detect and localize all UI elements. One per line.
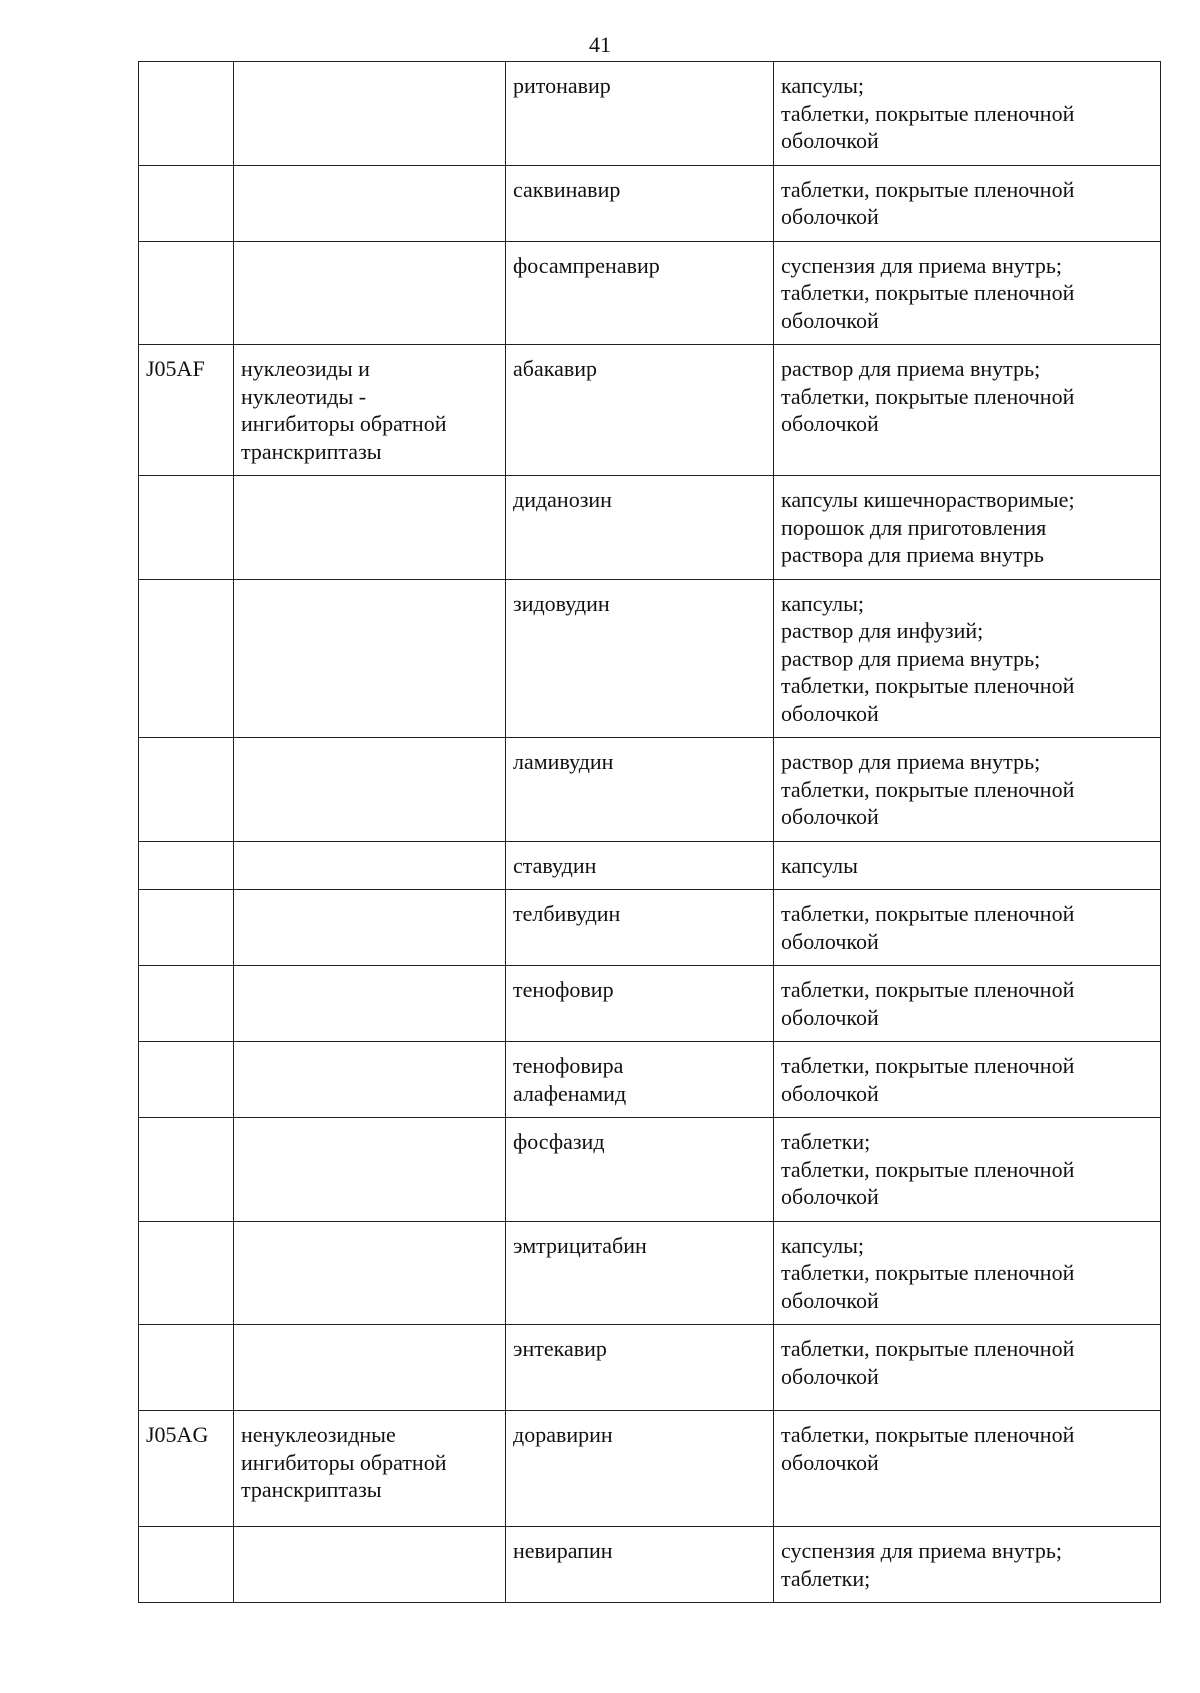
- group-name-line: нуклеотиды -: [241, 383, 367, 409]
- dosage-form-line: таблетки, покрытые пленочной: [781, 673, 1075, 698]
- drug-cell: [506, 890, 774, 966]
- drug-name-line: фосфазид: [513, 1129, 605, 1154]
- forms-cell: [774, 738, 1161, 842]
- forms-cell: [774, 241, 1161, 345]
- drug-name-line: телбивудин: [513, 901, 621, 926]
- group-cell: [234, 1221, 506, 1325]
- drug-cell: [506, 1221, 774, 1325]
- dosage-form-line: раствор для приема внутрь;: [781, 356, 1041, 381]
- forms-cell: [774, 1411, 1161, 1527]
- page-number: 41: [589, 32, 611, 57]
- group-cell: [234, 1118, 506, 1222]
- table-row: [139, 241, 1161, 345]
- group-cell: [234, 1042, 506, 1118]
- atc-code-cell: [139, 62, 234, 166]
- group-cell: [234, 1527, 506, 1603]
- table-row: [139, 738, 1161, 842]
- forms-cell: [774, 1325, 1161, 1411]
- table-row: [139, 966, 1161, 1042]
- group-cell: [234, 1325, 506, 1411]
- drug-cell: [506, 1325, 774, 1411]
- dosage-form-line: капсулы;: [781, 590, 864, 616]
- drug-name-line: саквинавир: [513, 176, 621, 202]
- table-row: [139, 345, 1161, 476]
- group-name-line: транскриптазы: [241, 438, 382, 464]
- group-cell: [234, 841, 506, 890]
- dosage-form-line: оболочкой: [781, 128, 879, 153]
- drug-cell: [506, 579, 774, 738]
- forms-cell: [774, 165, 1161, 241]
- dosage-form-line: капсулы;: [781, 73, 864, 98]
- forms-cell: [774, 890, 1161, 966]
- group-cell: [234, 1411, 506, 1527]
- atc-code-cell: [139, 890, 234, 966]
- drug-cell: [506, 738, 774, 842]
- dosage-form-line: оболочкой: [781, 804, 879, 829]
- atc-code: J05AG: [146, 1422, 209, 1447]
- forms-cell: [774, 841, 1161, 890]
- drug-name-line: ритонавир: [513, 73, 611, 98]
- forms-cell: [774, 1221, 1161, 1325]
- dosage-form-line: капсулы: [781, 852, 858, 878]
- dosage-form-line: капсулы;: [781, 1232, 864, 1258]
- atc-code-cell: [139, 1042, 234, 1118]
- atc-code-cell: [139, 1411, 234, 1527]
- table-row: [139, 841, 1161, 890]
- drug-name-line: энтекавир: [513, 1336, 607, 1361]
- group-cell: [234, 241, 506, 345]
- dosage-form-line: таблетки, покрытые пленочной: [781, 176, 1075, 202]
- group-name-line: нуклеозиды и: [241, 356, 370, 381]
- drug-name-line: эмтрицитабин: [513, 1232, 647, 1258]
- dosage-form-line: капсулы кишечнорастворимые;: [781, 487, 1075, 512]
- drug-cell: [506, 1527, 774, 1603]
- group-cell: [234, 165, 506, 241]
- drug-cell: [506, 62, 774, 166]
- dosage-form-line: оболочкой: [781, 1449, 879, 1475]
- table-row: [139, 890, 1161, 966]
- drug-cell: [506, 966, 774, 1042]
- atc-code-cell: [139, 165, 234, 241]
- drug-name-line: зидовудин: [513, 590, 610, 616]
- dosage-form-line: оболочкой: [781, 1287, 879, 1313]
- drug-name-line: ставудин: [513, 852, 597, 878]
- forms-cell: [774, 345, 1161, 476]
- dosage-form-line: таблетки, покрытые пленочной: [781, 280, 1075, 305]
- forms-cell: [774, 1118, 1161, 1222]
- table-row: [139, 165, 1161, 241]
- forms-cell: [774, 62, 1161, 166]
- atc-code-cell: [139, 345, 234, 476]
- dosage-form-line: таблетки, покрытые пленочной: [781, 977, 1075, 1002]
- table-row: [139, 476, 1161, 580]
- drug-cell: [506, 241, 774, 345]
- table-row: [139, 1042, 1161, 1118]
- drug-cell: [506, 841, 774, 890]
- group-name-line: ингибиторы обратной: [241, 1449, 447, 1475]
- atc-code-cell: [139, 966, 234, 1042]
- forms-cell: [774, 579, 1161, 738]
- group-name-line: ингибиторы обратной: [241, 411, 447, 436]
- dosage-form-line: оболочкой: [781, 307, 879, 333]
- drug-cell: [506, 345, 774, 476]
- dosage-form-line: оболочкой: [781, 204, 879, 229]
- table-row: [139, 1118, 1161, 1222]
- dosage-form-line: оболочкой: [781, 700, 879, 726]
- atc-code-cell: [139, 1221, 234, 1325]
- drug-cell: [506, 1042, 774, 1118]
- drug-name-line: доравирин: [513, 1422, 613, 1447]
- group-cell: [234, 476, 506, 580]
- table-row: [139, 579, 1161, 738]
- group-cell: [234, 579, 506, 738]
- drug-name-line: ламивудин: [513, 749, 614, 774]
- table-body: [139, 62, 1161, 1603]
- dosage-form-line: таблетки;: [781, 1565, 871, 1591]
- dosage-form-line: таблетки, покрытые пленочной: [781, 1156, 1075, 1182]
- atc-code-cell: [139, 1325, 234, 1411]
- forms-cell: [774, 1527, 1161, 1603]
- dosage-form-line: раствор для инфузий;: [781, 618, 984, 643]
- group-cell: [234, 738, 506, 842]
- table-row: [139, 1527, 1161, 1603]
- atc-code-cell: [139, 241, 234, 345]
- atc-code-cell: [139, 841, 234, 890]
- table-row: [139, 1325, 1161, 1411]
- table-row: [139, 1221, 1161, 1325]
- dosage-form-line: таблетки, покрытые пленочной: [781, 1260, 1075, 1285]
- group-cell: [234, 890, 506, 966]
- group-cell: [234, 62, 506, 166]
- drug-name-line: абакавир: [513, 356, 598, 381]
- dosage-form-line: таблетки, покрытые пленочной: [781, 1422, 1075, 1447]
- forms-cell: [774, 1042, 1161, 1118]
- dosage-form-line: суспензия для приема внутрь;: [781, 252, 1062, 278]
- drug-name-line: фосампренавир: [513, 252, 660, 278]
- dosage-form-line: оболочкой: [781, 1363, 879, 1389]
- drug-table: [138, 61, 1161, 1603]
- atc-code-cell: [139, 476, 234, 580]
- dosage-form-line: оболочкой: [781, 1004, 879, 1030]
- drug-cell: [506, 1118, 774, 1222]
- drug-name-line: тенофовира: [513, 1053, 624, 1078]
- dosage-form-line: оболочкой: [781, 1080, 879, 1106]
- atc-code-cell: [139, 738, 234, 842]
- dosage-form-line: раствора для приема внутрь: [781, 542, 1044, 567]
- forms-cell: [774, 476, 1161, 580]
- dosage-form-line: таблетки;: [781, 1129, 871, 1154]
- group-cell: [234, 966, 506, 1042]
- dosage-form-line: таблетки, покрытые пленочной: [781, 100, 1075, 126]
- drug-name-line: алафенамид: [513, 1080, 627, 1106]
- table-row: [139, 62, 1161, 166]
- dosage-form-line: таблетки, покрытые пленочной: [781, 1053, 1075, 1078]
- group-name-line: ненуклеозидные: [241, 1422, 396, 1447]
- dosage-form-line: таблетки, покрытые пленочной: [781, 383, 1075, 409]
- drug-cell: [506, 476, 774, 580]
- group-cell: [234, 345, 506, 476]
- drug-cell: [506, 1411, 774, 1527]
- dosage-form-line: раствор для приема внутрь;: [781, 749, 1041, 774]
- dosage-form-line: оболочкой: [781, 411, 879, 436]
- dosage-form-line: порошок для приготовления: [781, 514, 1047, 540]
- atc-code: J05AF: [146, 356, 205, 381]
- drug-cell: [506, 165, 774, 241]
- dosage-form-line: суспензия для приема внутрь;: [781, 1538, 1062, 1563]
- dosage-form-line: оболочкой: [781, 1184, 879, 1209]
- forms-cell: [774, 966, 1161, 1042]
- drug-name-line: невирапин: [513, 1538, 613, 1563]
- atc-code-cell: [139, 579, 234, 738]
- group-name-line: транскриптазы: [241, 1477, 382, 1502]
- atc-code-cell: [139, 1118, 234, 1222]
- drug-name-line: диданозин: [513, 487, 612, 512]
- dosage-form-line: таблетки, покрытые пленочной: [781, 901, 1075, 926]
- dosage-form-line: таблетки, покрытые пленочной: [781, 776, 1075, 802]
- dosage-form-line: оболочкой: [781, 928, 879, 954]
- dosage-form-line: таблетки, покрытые пленочной: [781, 1336, 1075, 1361]
- atc-code-cell: [139, 1527, 234, 1603]
- table-row: [139, 1411, 1161, 1527]
- drug-name-line: тенофовир: [513, 977, 614, 1002]
- dosage-form-line: раствор для приема внутрь;: [781, 645, 1041, 671]
